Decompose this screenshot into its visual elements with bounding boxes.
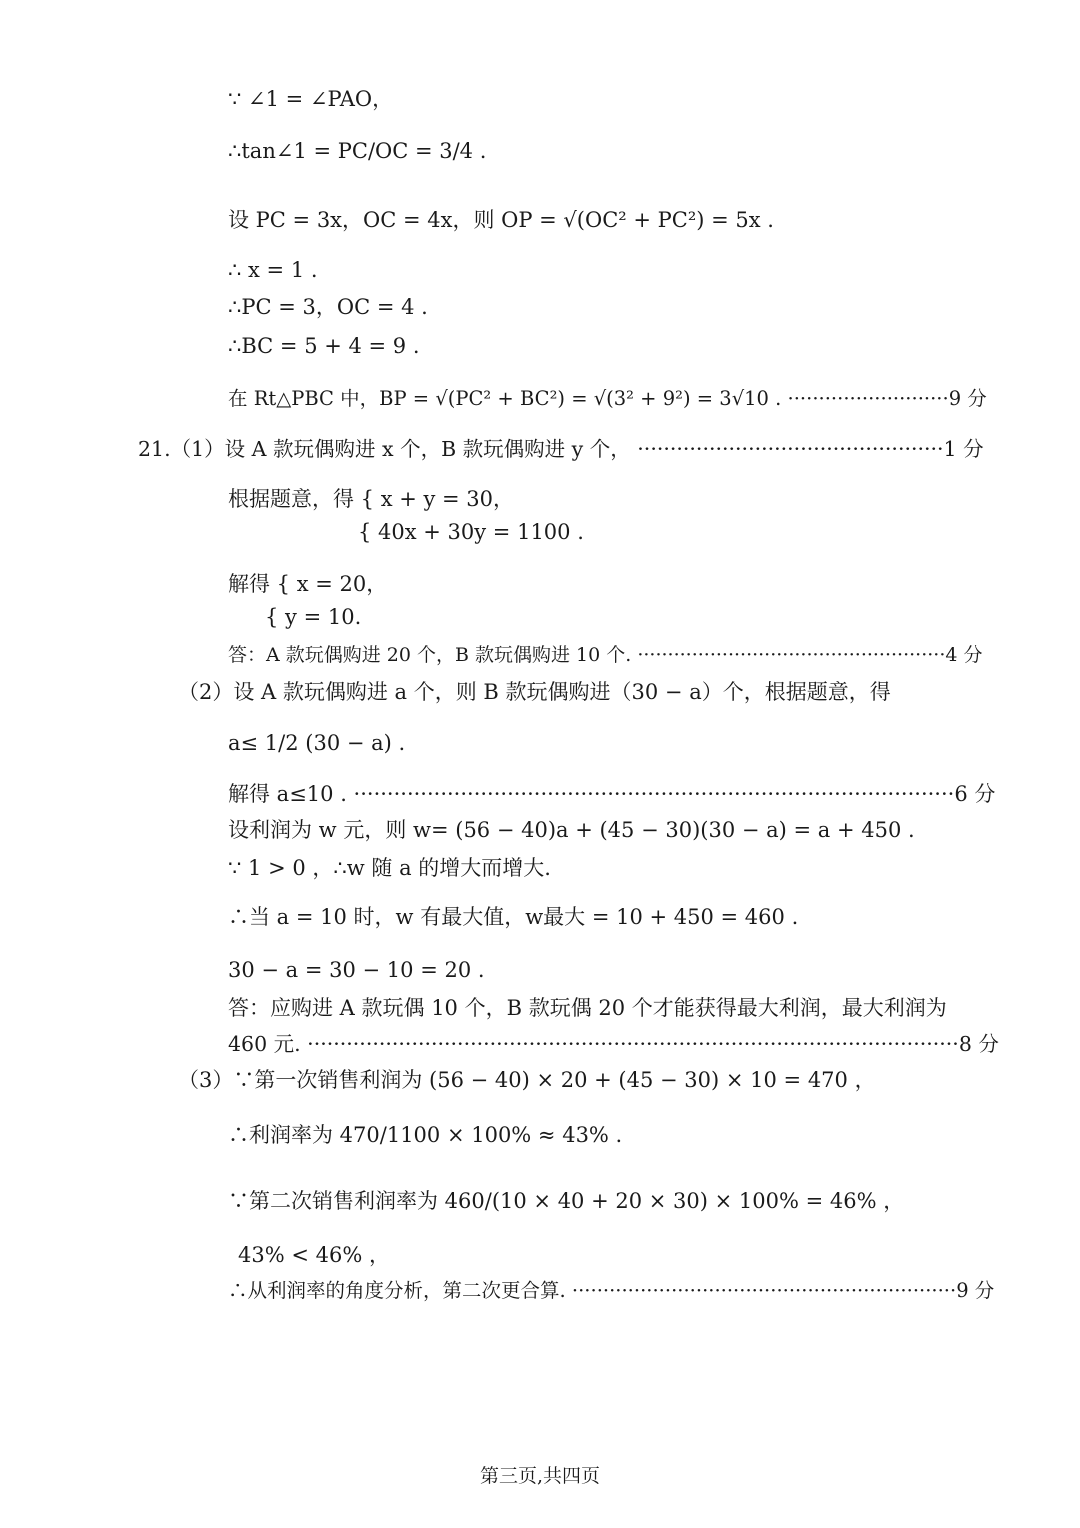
solution-line: 设利润为 w 元，则 w= (56 − 40)a + (45 − 30)(30 − a) = a + 450 . [228,818,915,842]
question-21-part-2: （2）设 A 款玩偶购进 a 个，则 B 款玩偶购进（30 − a）个，根据题意，得 [178,680,891,704]
solution-line: ∴利润率为 470/1100 × 100% ≈ 43% . [228,1123,623,1147]
solution-line: 43% < 46% ， [238,1243,390,1267]
question-21-part-1: 21.（1）设 A 款玩偶购进 x 个，B 款玩偶购进 y 个， ···············································1 分 [138,437,984,461]
solution-line: a≤ 1/2 (30 − a) . [228,731,406,755]
answer-line: 460 元. ····································································································8 分 [228,1032,999,1056]
answer-line: 答：应购进 A 款玩偶 10 个，B 款玩偶 20 个才能获得最大利润，最大利润为 [228,996,947,1020]
answer-line: 答：A 款玩偶购进 20 个，B 款玩偶购进 10 个. ···················································4 分 [228,644,983,666]
equation-system-line: { 40x + 30y = 1100 . [358,520,584,544]
solution-line: ∴ x = 1 . [228,258,318,282]
solution-line: ∴当 a = 10 时，w 有最大值，w最大 = 10 + 450 = 460 . [228,905,799,929]
page-footer: 第三页,共四页 [479,1465,601,1487]
solution-line: 在 Rt△PBC 中，BP = √(PC² + BC²) = √(3² + 9²) = 3√10 . ··························9 分 [228,387,987,410]
solution-line: ∴PC = 3，OC = 4 . [228,295,428,319]
equation-system-line: 根据题意，得 { x + y = 30， [228,487,515,511]
question-21-part-3: （3）∵第一次销售利润为 (56 − 40) × 20 + (45 − 30) × 10 = 470 ， [178,1068,876,1092]
solution-system-line: 解得 { x = 20， [228,572,388,596]
solution-line: ∵ ∠1 = ∠PAO， [228,87,394,111]
solution-line: ∵第二次销售利润率为 460/(10 × 40 + 20 × 30) × 100% = 46% ， [228,1189,905,1213]
solution-line: ∴BC = 5 + 4 = 9 . [228,334,420,358]
conclusion-line: ∴从利润率的角度分析，第二次更合算. ······························································9 分 [228,1279,995,1302]
solution-line: 设 PC = 3x，OC = 4x，则 OP = √(OC² + PC²) = 5x . [228,208,774,232]
solution-line: 30 − a = 30 − 10 = 20 . [228,958,485,982]
solution-system-line: { y = 10. [265,605,362,629]
solution-line: ∵ 1 > 0 ，∴w 随 a 的增大而增大. [228,856,551,880]
solution-line: 解得 a≤10 . ··························································································6 分 [228,782,996,806]
solution-line: ∴tan∠1 = PC/OC = 3/4 . [228,139,487,163]
